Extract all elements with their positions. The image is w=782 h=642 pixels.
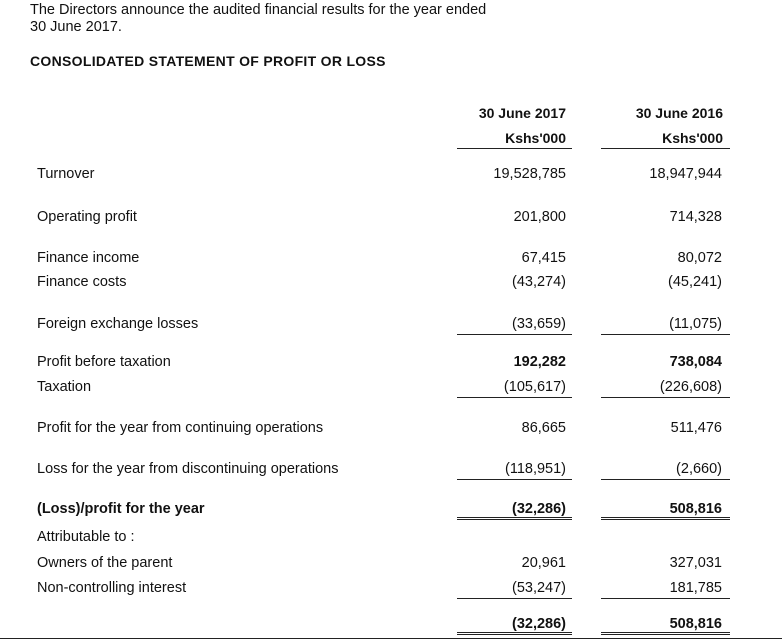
value-2017: (33,659) [511,316,566,332]
col-2017-date: 30 June 2017 [478,105,566,121]
intro-text [30,2,486,36]
value-2017: 201,800 [513,209,566,225]
value-2016: 327,031 [669,555,722,571]
value-2017: (32,286) [511,616,566,632]
double-rule-2016 [601,517,730,520]
row-label: Loss for the year from discontinuing operations [37,461,339,477]
row-label: Profit for the year from continuing operations [37,420,324,436]
value-2017: 86,665 [521,420,566,436]
subtotal-rule-2017 [457,334,572,335]
row-label: Profit before taxation [37,354,171,370]
col-2017-unit: Kshs'000 [505,130,566,146]
row-label: Operating profit [37,209,137,225]
value-2016: 738,084 [669,354,722,370]
statement-heading: CONSOLIDATED STATEMENT OF PROFIT OR LOSS [30,53,386,69]
header-underline-2017 [457,148,572,149]
value-2016: 181,785 [669,580,722,596]
header-underline-2016 [601,148,730,149]
col-2016-unit: Kshs'000 [662,130,723,146]
value-2017: 192,282 [513,354,566,370]
double-rule-2017 [457,632,572,635]
subtotal-rule-2017 [457,397,572,398]
value-2017: (105,617) [503,379,566,395]
value-2016: (226,608) [659,379,722,395]
value-2016: 80,072 [677,250,722,266]
row-label: Foreign exchange losses [37,316,199,332]
value-2017: 19,528,785 [493,166,566,182]
subtotal-rule-2016 [601,598,730,599]
subtotal-rule-2017 [457,598,572,599]
value-2016: (45,241) [667,274,722,290]
row-label: Non-controlling interest [37,580,187,596]
value-2017: (43,274) [511,274,566,290]
value-2017: 20,961 [521,555,566,571]
value-2017: (53,247) [511,580,566,596]
value-2016: (11,075) [669,316,722,332]
value-2017: 67,415 [521,250,566,266]
row-label: Finance income [37,250,140,266]
col-2016-date: 30 June 2016 [635,105,723,121]
value-2016: (2,660) [676,461,722,477]
value-2016: 714,328 [669,209,722,225]
double-rule-2016 [601,632,730,635]
intro-line-1: The Directors announce the audited financial results for the year ended [30,2,487,18]
row-label: (Loss)/profit for the year [37,501,205,517]
value-2016: 18,947,944 [649,166,722,182]
row-label: Finance costs [37,274,127,290]
subtotal-rule-2016 [601,479,730,480]
subtotal-rule-2017 [457,479,572,480]
subtotal-rule-2016 [601,397,730,398]
row-label: Turnover [37,166,95,182]
subtotal-rule-2016 [601,334,730,335]
value-2016: 511,476 [670,420,722,436]
row-label: Owners of the parent [37,555,173,571]
attributable-label: Attributable to : [37,529,135,545]
page-bottom-divider [0,638,782,639]
double-rule-2017 [457,517,572,520]
value-2016: 508,816 [669,501,722,517]
value-2016: 508,816 [669,616,722,632]
intro-line-2: 30 June 2017. [30,19,122,35]
value-2017: (118,951) [505,461,566,477]
value-2017: (32,286) [511,501,566,517]
row-label: Taxation [37,379,92,395]
